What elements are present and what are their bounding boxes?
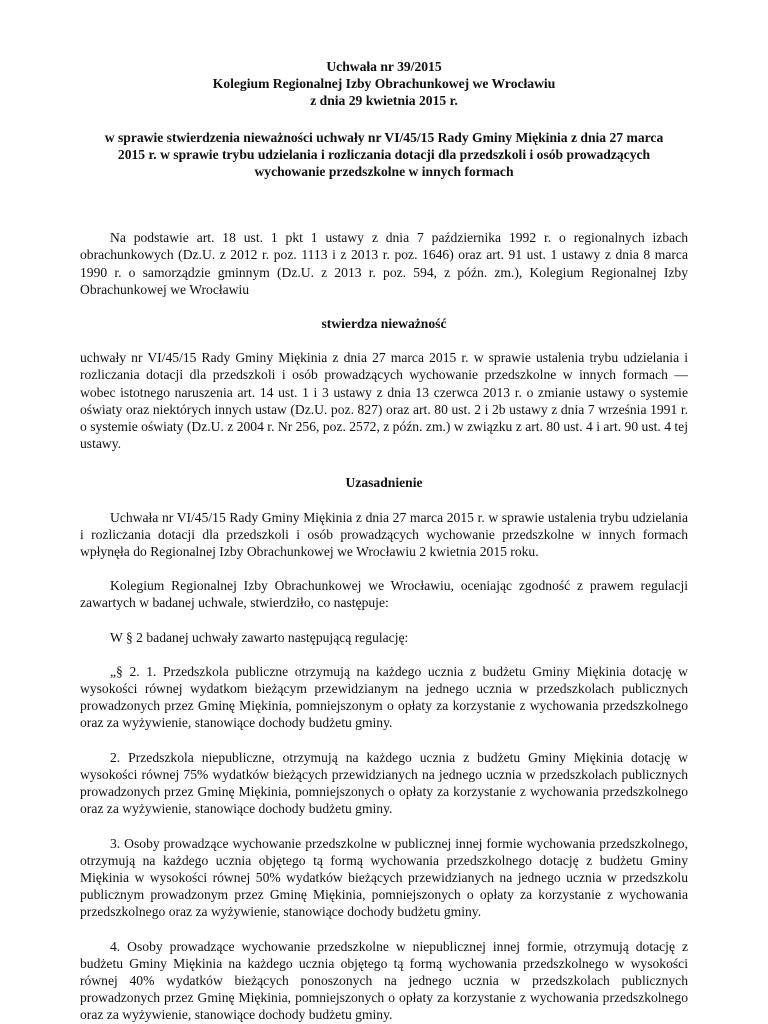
justification-paragraph: Kolegium Regionalnej Izby Obrachunkowej we Wrocławiu, oceniając zgodność z prawem regulacji zawartych w badanej uchwale, stwierdziło, co następuje: xyxy=(80,578,688,611)
quoted-regulation-paragraph: 3. Osoby prowadzące wychowanie przedszkolne w publicznej innej formie wychowania przedszkolnego, otrzymują na każdego ucznia objętego tą formą wychowania przedszkolnego dotację z budżetu Gminy Miękinia w wysokości równej 50% wydatków bieżących przewidzianych na jednego ucznia w przedszkolu publicznym prowadzonym przez Gminę Miękinia, pomniejszonych o opłaty za korzystanie z wychowania przedszkolnego oraz za wyżywienie, stanowiące dochody budżetu gminy. xyxy=(80,835,688,920)
resolution-number: Uchwała nr 39/2015 xyxy=(326,59,442,74)
decision-text: uchwały nr VI/45/15 Rady Gminy Miękinia z dnia 27 marca 2015 r. w sprawie ustalenia trybu udzielania i rozliczania dotacji dla przedszkoli i osób prowadzących wychowanie przedszkolne w innych formach — wobec istotnego naruszenia art. 14 ust. 1 i 3 ustawy z dnia 13 czerwca 2013 r. o zmianie ustawy o systemie oświaty oraz niektórych innych ustaw (Dz.U. poz. 827) oraz art. 80 ust. 2 i 2b ustawy z dnia 7 września 1991 r. o systemie oświaty (Dz.U. z 2004 r. Nr 256, poz. 2572, z późn. zm.) w związku z art. 80 ust. 4 i art. 90 ust. 4 tej ustawy. xyxy=(80,350,688,452)
document-page xyxy=(80,58,688,1024)
resolution-date: z dnia 29 kwietnia 2015 r. xyxy=(310,93,458,109)
legal-basis-paragraph: Na podstawie art. 18 ust. 1 pkt 1 ustawy z dnia 7 października 1992 r. o regionalnych izbach obrachunkowych (Dz.U. z 2012 r. poz. 1113 i z 2013 r. poz. 1646) oraz art. 91 ust. 1 ustawy z dnia 8 marca 1990 r. o samorządzie gminnym (Dz.U. z 2013 r. poz. 594, z późn. zm.), Kolegium Regionalnej Izby Obrachunkowej we Wrocławiu xyxy=(80,230,688,297)
decision-heading: stwierdza nieważność xyxy=(321,316,447,332)
document-header xyxy=(80,58,688,110)
justification-paragraph: Uchwała nr VI/45/15 Rady Gminy Miękinia z dnia 27 marca 2015 r. w sprawie ustalenia trybu udzielania i rozliczania dotacji dla przedszkoli i osób prowadzących wychowanie przedszkolne w innych formach wpłynęła do Regionalnej Izby Obrachunkowej we Wrocławiu 2 kwietnia 2015 roku. xyxy=(80,509,688,560)
quoted-regulation-paragraph: „§ 2. 1. Przedszkola publiczne otrzymują na każdego ucznia z budżetu Gminy Miękinia dotację w wysokości równej wydatkom bieżącym przewidzianym na jednego ucznia w przedszkolach publicznych prowadzonych przez Gminę Miękinia, pomniejszonym o opłaty za korzystanie z wychowania przedszkolnego oraz za wyżywienie, stanowiące dochody budżetu gminy. xyxy=(80,663,688,731)
issuing-body: Kolegium Regionalnej Izby Obrachunkowej we Wrocławiu xyxy=(212,76,556,92)
resolution-subject: w sprawie stwierdzenia nieważności uchwały nr VI/45/15 Rady Gminy Miękinia z dnia 27 marca 2015 r. w sprawie trybu udzielania i rozliczania dotacji dla przedszkoli i osób prowadzących wychowanie przedszkolne w innych formach xyxy=(104,129,664,180)
quoted-regulation-paragraph: 2. Przedszkola niepubliczne, otrzymują na każdego ucznia z budżetu Gminy Miękinia dotację w wysokości równej 75% wydatków bieżących przewidzianych na jednego ucznia w przedszkolach publicznych prowadzonych przez Gminę Miękinia, pomniejszonych o opłaty za korzystanie z wychowania przedszkolnego oraz za wyżywienie, stanowiące dochody budżetu gminy. xyxy=(80,749,688,817)
justification-heading: Uzasadnienie xyxy=(345,475,423,491)
justification-paragraph: W § 2 badanej uchwały zawarto następującą regulację: xyxy=(110,629,409,645)
quoted-regulation-paragraph: 4. Osoby prowadzące wychowanie przedszkolne w niepublicznej innej formie, otrzymują dotację z budżetu Gminy Miękinia na każdego ucznia objętego tą formą wychowania przedszkolnego w wysokości równej 40% wydatków bieżących ponoszonych na jednego ucznia w przedszkolach publicznych prowadzonych przez Gminę Miękinia, pomniejszonych o opłaty za korzystanie z wychowania przedszkolnego oraz za wyżywienie, stanowiące dochody budżetu gminy. xyxy=(80,938,688,1023)
